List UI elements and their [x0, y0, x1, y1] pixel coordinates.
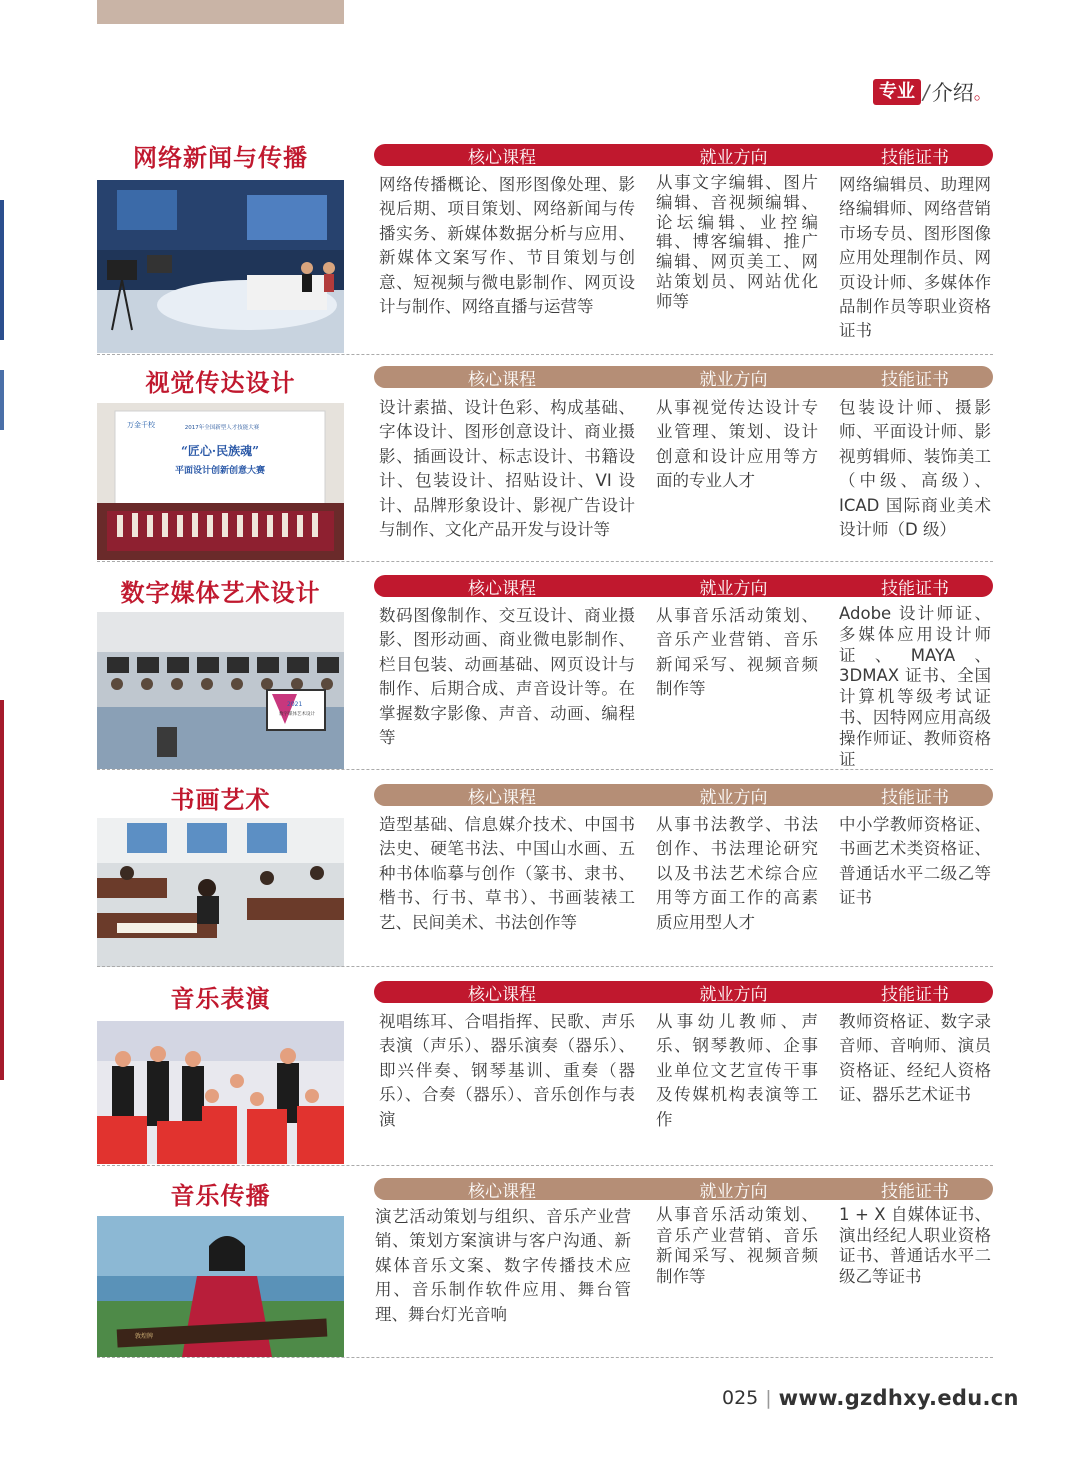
header-career: 就业方向 [699, 147, 768, 168]
header-course: 核心课程 [468, 369, 536, 390]
section-header-badge [873, 78, 992, 106]
major-photo [97, 612, 344, 769]
header-cert: 技能证书 [881, 787, 949, 808]
major-course: 造型基础、信息媒介技术、中国书法史、硬笔书法、中国山水画、五种书体临摹与创作（篆书、隶书、楷书、行书、草书）、书画装裱工艺、民间美术、书法创作等 [379, 815, 635, 932]
major-career: 从事文字编辑、图片编辑、音视频编辑、论坛编辑、业控编辑、博客编辑、推广编辑、网页美工、网站策划员、网站优化师等 [656, 173, 818, 311]
header-course: 核心课程 [468, 787, 536, 808]
photo-screen-text: 数字媒体艺术设计 [279, 712, 315, 717]
section-divider [97, 966, 993, 967]
major-cert: Adobe 设计师证、多媒体应用设计师证、MAYA、3DMAX 证书、全国计算机等级考试证书、因特网应用高级操作师证、教师资格证 [839, 604, 991, 769]
header-course: 核心课程 [468, 984, 536, 1005]
major-header-row [374, 1178, 993, 1200]
major-photo [97, 180, 344, 353]
major-header-row [374, 575, 993, 597]
major-career: 从事音乐活动策划、音乐产业营销、音乐新闻采写、视频音频制作等 [656, 1205, 818, 1286]
major-title: 音乐传播 [170, 1182, 271, 1210]
header-career: 就业方向 [699, 369, 768, 390]
major-header-row [374, 144, 993, 166]
left-edge-strip-gray [0, 370, 4, 430]
section-divider [97, 1357, 993, 1358]
major-title: 网络新闻与传播 [133, 144, 308, 172]
major-title: 音乐表演 [170, 985, 271, 1013]
major-title: 视觉传达设计 [145, 369, 296, 397]
header-cert: 技能证书 [881, 147, 949, 168]
photo-slogan: “匠心·民族魂” [181, 444, 259, 458]
section-divider [97, 354, 993, 355]
photo-banner: 2017年全国新型人才技能大赛 [184, 425, 260, 431]
major-header-row [374, 784, 993, 806]
header-cert: 技能证书 [881, 984, 949, 1005]
header-career: 就业方向 [699, 984, 768, 1005]
major-career: 从事幼儿教师、声乐、钢琴教师、企事业单位文艺宣传干事及传媒机构表演等工作 [656, 1012, 818, 1129]
header-text: 介绍 [931, 81, 974, 105]
major-cert: 1 + X 自媒体证书、演出经纪人职业资格证书、普通话水平二级乙等证书 [839, 1205, 991, 1286]
header-tag: 专业 [873, 79, 921, 105]
section-divider [97, 1165, 993, 1166]
header-career: 就业方向 [699, 1181, 768, 1202]
major-course: 设计素描、设计色彩、构成基础、字体设计、图形创意设计、商业摄影、插画设计、标志设计、书籍设计、包装设计、招贴设计、VI 设计、品牌形象设计、影视广告设计与制作、文化产品开发与设计等 [379, 398, 635, 540]
major-photo [97, 818, 344, 967]
header-career: 就业方向 [699, 578, 768, 599]
header-career: 就业方向 [699, 787, 768, 808]
header-cert: 技能证书 [881, 578, 949, 599]
major-title: 数字媒体艺术设计 [120, 579, 321, 607]
major-course: 网络传播概论、图形图像处理、影视后期、项目策划、网络新闻与传播实务、新媒体数据分析与应用、新媒体文案写作、节目策划与创意、短视频与微电影制作、网页设计与制作、网络直播与运营等 [379, 175, 635, 317]
section-divider [97, 769, 993, 770]
major-header-row [374, 366, 993, 388]
major-career: 从事音乐活动策划、音乐产业营销、音乐新闻采写、视频音频制作等 [656, 606, 818, 699]
header-cert: 技能证书 [881, 369, 949, 390]
photo-subtitle: 平面设计创新创意大赛 [174, 466, 266, 476]
header-course: 核心课程 [468, 578, 536, 599]
left-edge-strip-red [0, 700, 4, 1080]
major-course: 视唱练耳、合唱指挥、民歌、声乐表演（声乐）、器乐演奏（器乐）、即兴伴奏、钢琴基训、重奏（器乐）、合奏（器乐）、音乐创作与表演 [379, 1012, 635, 1129]
major-career: 从事书法教学、书法创作、书法理论研究以及书法艺术综合应用等方面工作的高素质应用型人才 [656, 815, 818, 932]
top-decor-bar [97, 0, 344, 24]
major-photo [97, 403, 344, 560]
major-course: 演艺活动策划与组织、音乐产业营销、策划方案演讲与客户沟通、新媒体音乐文案、数字传播技术应用、音乐制作软件应用、舞台管理、舞台灯光音响 [375, 1207, 631, 1324]
major-title: 书画艺术 [170, 786, 271, 814]
footer-separator: | [765, 1387, 772, 1409]
section-divider [97, 561, 993, 562]
page-footer [722, 1386, 1019, 1410]
header-course: 核心课程 [468, 1181, 536, 1202]
major-cert: 包装设计师、摄影师、平面设计师、影视剪辑师、装饰美工（中级、高级）、ICAD 国际商业美术设计师（D 级） [839, 398, 991, 540]
photo-year: 2021 [287, 701, 303, 708]
major-photo [97, 1216, 344, 1357]
major-cert: 教师资格证、数字录音师、音响师、演员资格证、经纪人资格证、器乐艺术证书 [839, 1012, 991, 1105]
major-photo [97, 1021, 344, 1164]
major-cert: 中小学教师资格证、书画艺术类资格证、普通话水平二级乙等证书 [839, 815, 991, 908]
header-cert: 技能证书 [881, 1181, 949, 1202]
major-header-row [374, 981, 993, 1003]
major-course: 数码图像制作、交互设计、商业摄影、图形动画、商业微电影制作、栏目包装、动画基础、网页设计与制作、后期合成、声音设计等。在掌握数字影像、声音、动画、编程等 [379, 606, 635, 748]
page-number: 025 [722, 1387, 759, 1409]
photo-logo: 万金千校 [127, 421, 155, 429]
major-career: 从事视觉传达设计专业管理、策划、设计创意和设计应用等方面的专业人才 [656, 398, 818, 491]
header-slash: / [920, 80, 932, 104]
major-cert: 网络编辑员、助理网络编辑师、网络营销市场专员、图形图像应用处理制作员、网页设计师、多媒体作品制作员等职业资格证书 [839, 175, 991, 341]
header-course: 核心课程 [468, 147, 536, 168]
photo-instrument-label: 敦煌牌 [135, 1333, 154, 1340]
left-edge-strip-blue [0, 200, 4, 340]
website-url[interactable]: www.gzdhxy.edu.cn [778, 1386, 1019, 1410]
header-dot: 。 [973, 83, 992, 104]
